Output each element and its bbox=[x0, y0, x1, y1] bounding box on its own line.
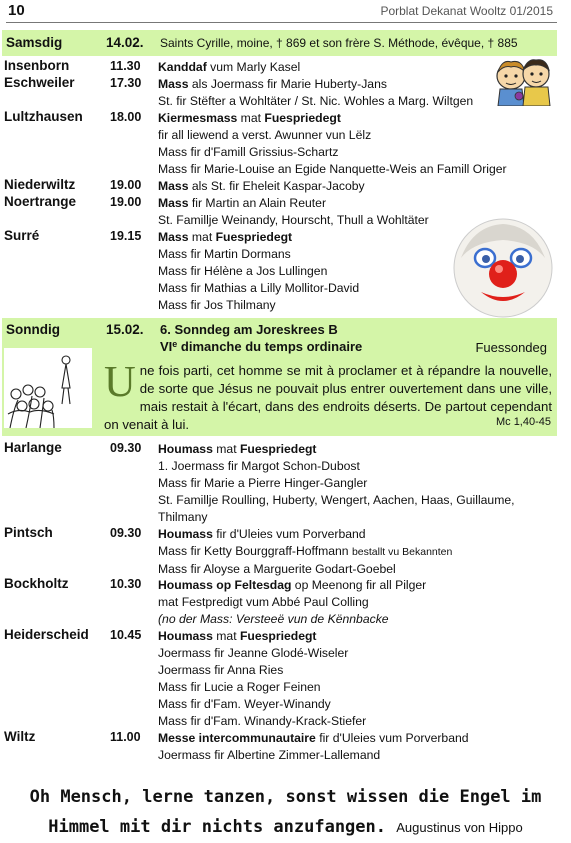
mass-details: Kanddaf vum Marly Kasel bbox=[158, 60, 301, 74]
sunday-day: Sonndig bbox=[6, 322, 60, 337]
sunday-title-lu: 6. Sonndeg am Joreskrees B bbox=[160, 322, 338, 337]
mass-time: 19.00 bbox=[110, 178, 142, 192]
parish-name: Insenborn bbox=[4, 58, 70, 73]
mass-details: Messe intercommunautaire fir d'Uleies vum Porverband Joermass fir Albertine Zimmer-Lallemand bbox=[158, 731, 469, 762]
mass-details: Mass als St. fir Eheleit Kaspar-Jacoby bbox=[158, 179, 365, 193]
mass-details: Mass als Joermass fir Marie Huberty-Jans St. fir Stëfter a Wohltäter / St. Nic. Wohles a Marg. Wiltgen bbox=[158, 77, 474, 108]
parish-name: Niederwiltz bbox=[4, 177, 76, 192]
mass-time: 17.30 bbox=[110, 76, 142, 90]
mass-details: Mass mat Fuespriedegt Mass fir Martin Dormans Mass fir Hélène a Jos Lullingen Mass fir Mathias a Lilly Mollitor-David Mass fir Jos Thilmany bbox=[158, 230, 360, 312]
mass-details: Houmass op Feltesdag op Meenong fir all Pilger mat Festpredigt vum Abbé Paul Colling (no der Mass: Versteeë vun de Kënnbacke bbox=[158, 578, 427, 626]
mass-time: 19.00 bbox=[110, 195, 142, 209]
parish-name: Wiltz bbox=[4, 729, 36, 744]
mass-details: Houmass mat Fuespriedegt 1. Joermass fir Margot Schon-Dubost Mass fir Marie a Pierre Hinger-Gangler St. Famillje Roulling, Huberty, Wengert, Aachen, Haas, Guillaume, Thilmany bbox=[158, 442, 515, 524]
quote-line-2: Himmel mit dir nichts anzufangen. Augustinus von Hippo bbox=[48, 817, 523, 837]
sunday-title-fr: VIe dimanche du temps ordinaire bbox=[160, 339, 363, 354]
quote-line-1: Oh Mensch, lerne tanzen, sonst wissen die Engel im bbox=[29, 787, 542, 807]
parish-name: Heiderscheid bbox=[4, 627, 89, 642]
saturday-band bbox=[2, 30, 557, 56]
header-rule bbox=[6, 22, 557, 23]
saturday-saints-note: Saints Cyrille, moine, † 869 et son frère S. Méthode, évêque, † 885 bbox=[160, 36, 518, 50]
mass-time: 18.00 bbox=[110, 110, 142, 124]
running-title: Porblat Dekanat Wooltz 01/2015 bbox=[380, 4, 553, 18]
mass-time: 10.30 bbox=[110, 577, 142, 591]
parish-name: Eschweiler bbox=[4, 75, 75, 90]
parish-name: Bockholtz bbox=[4, 576, 69, 591]
quote-author: Augustinus von Hippo bbox=[396, 820, 523, 835]
saturday-day: Samsdig bbox=[6, 35, 63, 50]
sunday-date: 15.02. bbox=[106, 322, 144, 337]
sunday-tag: Fuessondeg bbox=[475, 340, 547, 355]
mass-details: Houmass mat Fuespriedegt Joermass fir Jeanne Glodé-Wiseler Joermass fir Anna Ries Mass fir Lucie a Roger Feinen Mass fir d'Fam. Weyer-Winandy Mass fir d'Fam. Winandy-Krack-Stiefer bbox=[158, 629, 367, 728]
mass-details: Houmass fir d'Uleies vum Porverband Mass fir Ketty Bourggraff-Hoffmann bestallt vu Bekannten Mass fir Aloyse a Marguerite Godart-Goebel bbox=[158, 527, 453, 576]
mass-details: Mass fir Martin an Alain Reuter St. Famillje Weinandy, Hourscht, Thull a Wohltäter bbox=[158, 196, 429, 227]
page-header bbox=[0, 0, 571, 26]
page-number: 10 bbox=[8, 2, 25, 19]
mass-time: 09.30 bbox=[110, 526, 142, 540]
parish-name: Harlange bbox=[4, 440, 62, 455]
drop-cap: U bbox=[104, 357, 136, 406]
parish-name: Noertrange bbox=[4, 194, 77, 209]
parish-name: Lultzhausen bbox=[4, 109, 83, 124]
gospel-excerpt: Une fois parti, cet homme se mit à proclamer et à répandre la nouvelle, de sorte que Jésus ne pouvait plus entrer ouvertement dans une ville, mais restait à l'écart, dans des endroits déserts. De partout cependant on venait à lui. bbox=[104, 357, 552, 432]
saturday-date: 14.02. bbox=[106, 35, 144, 50]
mass-time: 19.15 bbox=[110, 229, 142, 243]
mass-time: 11.00 bbox=[110, 730, 141, 744]
mass-details: Kiermesmass mat Fuespriedegt fir all liewend a verst. Awunner vun Lëlz Mass fir d'Famill Grissius-Schartz Mass fir Marie-Louise an Egide Nanquette-Weis an Famill Origer bbox=[158, 111, 507, 176]
mass-time: 10.45 bbox=[110, 628, 142, 642]
parish-name: Surré bbox=[4, 228, 40, 243]
closing-quote bbox=[0, 782, 571, 843]
mass-time: 11.30 bbox=[110, 59, 141, 73]
crowd-sketch-illustration bbox=[4, 348, 92, 428]
parish-name: Pintsch bbox=[4, 525, 53, 540]
mass-time: 09.30 bbox=[110, 441, 142, 455]
gospel-reference: Mc 1,40-45 bbox=[495, 416, 551, 428]
